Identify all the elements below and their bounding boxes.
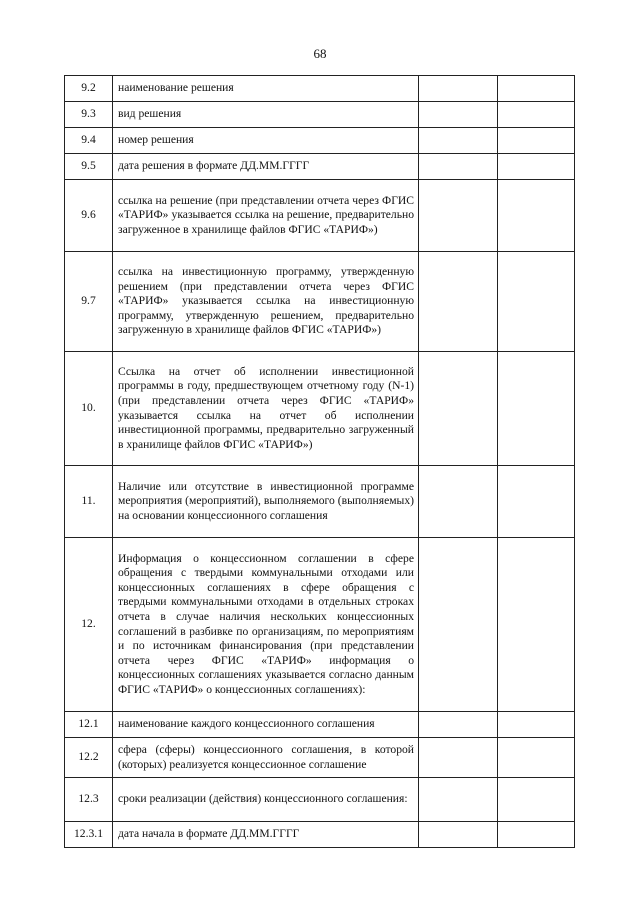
row-number: 9.7 [65,252,113,352]
empty-cell [498,352,575,466]
table-row [65,128,575,154]
document-table [64,75,575,848]
empty-cell [498,102,575,128]
row-text: наименование решения [113,76,419,102]
empty-cell [419,180,498,252]
table-row [65,352,575,466]
table-row [65,538,575,712]
row-text: сроки реализации (действия) концессионного соглашения: [113,778,419,822]
table-row [65,822,575,848]
empty-cell [419,128,498,154]
row-text: номер решения [113,128,419,154]
row-number: 12.3 [65,778,113,822]
empty-cell [498,128,575,154]
table-row [65,76,575,102]
table-row [65,778,575,822]
empty-cell [498,76,575,102]
table-row [65,738,575,778]
row-number: 9.4 [65,128,113,154]
table-row [65,252,575,352]
row-text: ссылка на решение (при представлении отчета через ФГИС «ТАРИФ» указывается ссылка на решение, предварительно загруженное в хранилище файлов ФГИС «ТАРИФ») [113,180,419,252]
row-number: 9.3 [65,102,113,128]
empty-cell [498,252,575,352]
empty-cell [419,712,498,738]
row-number: 12.3.1 [65,822,113,848]
empty-cell [419,466,498,538]
empty-cell [498,778,575,822]
empty-cell [498,154,575,180]
empty-cell [419,538,498,712]
empty-cell [498,822,575,848]
empty-cell [419,352,498,466]
row-number: 12.1 [65,712,113,738]
row-text: сфера (сферы) концессионного соглашения, в которой (которых) реализуется концессионное соглашение [113,738,419,778]
empty-cell [498,466,575,538]
empty-cell [498,180,575,252]
table-row [65,180,575,252]
row-text: наименование каждого концессионного соглашения [113,712,419,738]
table-row [65,466,575,538]
empty-cell [498,738,575,778]
row-text: Ссылка на отчет об исполнении инвестиционной программы в году, предшествующем отчетному году (N-1) (при представлении отчета через ФГИС «ТАРИФ» указывается ссылка на отчет об исполнении инвестиционной программы, предварительно загруженный в хранилище файлов ФГИС «ТАРИФ») [113,352,419,466]
row-text: дата начала в формате ДД.ММ.ГГГГ [113,822,419,848]
row-text: Наличие или отсутствие в инвестиционной программе мероприятия (мероприятий), выполняемого (выполняемых) на основании концессионного соглашения [113,466,419,538]
table-row [65,712,575,738]
row-number: 12. [65,538,113,712]
row-text: вид решения [113,102,419,128]
empty-cell [498,712,575,738]
row-number: 9.5 [65,154,113,180]
empty-cell [498,538,575,712]
empty-cell [419,252,498,352]
table-row [65,102,575,128]
empty-cell [419,778,498,822]
row-text: Информация о концессионном соглашении в сфере обращения с твердыми коммунальными отходами или концессионных соглашениях в сфере обращения с твердыми коммунальными отходами в отдельных строках отчета в случае наличия нескольких концессионных соглашений в разбивке по организациям, по мероприятиям и по источникам финансирования (при представлении отчета через ФГИС «ТАРИФ» информация о концессионных соглашениях указывается согласно данным ФГИС «ТАРИФ» о концессионных соглашениях): [113,538,419,712]
row-number: 9.6 [65,180,113,252]
empty-cell [419,822,498,848]
row-text: дата решения в формате ДД.ММ.ГГГГ [113,154,419,180]
empty-cell [419,102,498,128]
empty-cell [419,738,498,778]
table-row [65,154,575,180]
empty-cell [419,76,498,102]
row-number: 10. [65,352,113,466]
row-number: 9.2 [65,76,113,102]
row-text: ссылка на инвестиционную программу, утвержденную решением (при представлении отчета через ФГИС «ТАРИФ» указывается ссылка на инвестиционную программу, утвержденную решением, предварительно загруженную в хранилище файлов ФГИС «ТАРИФ») [113,252,419,352]
row-number: 11. [65,466,113,538]
page-number: 68 [313,46,327,61]
empty-cell [419,154,498,180]
row-number: 12.2 [65,738,113,778]
